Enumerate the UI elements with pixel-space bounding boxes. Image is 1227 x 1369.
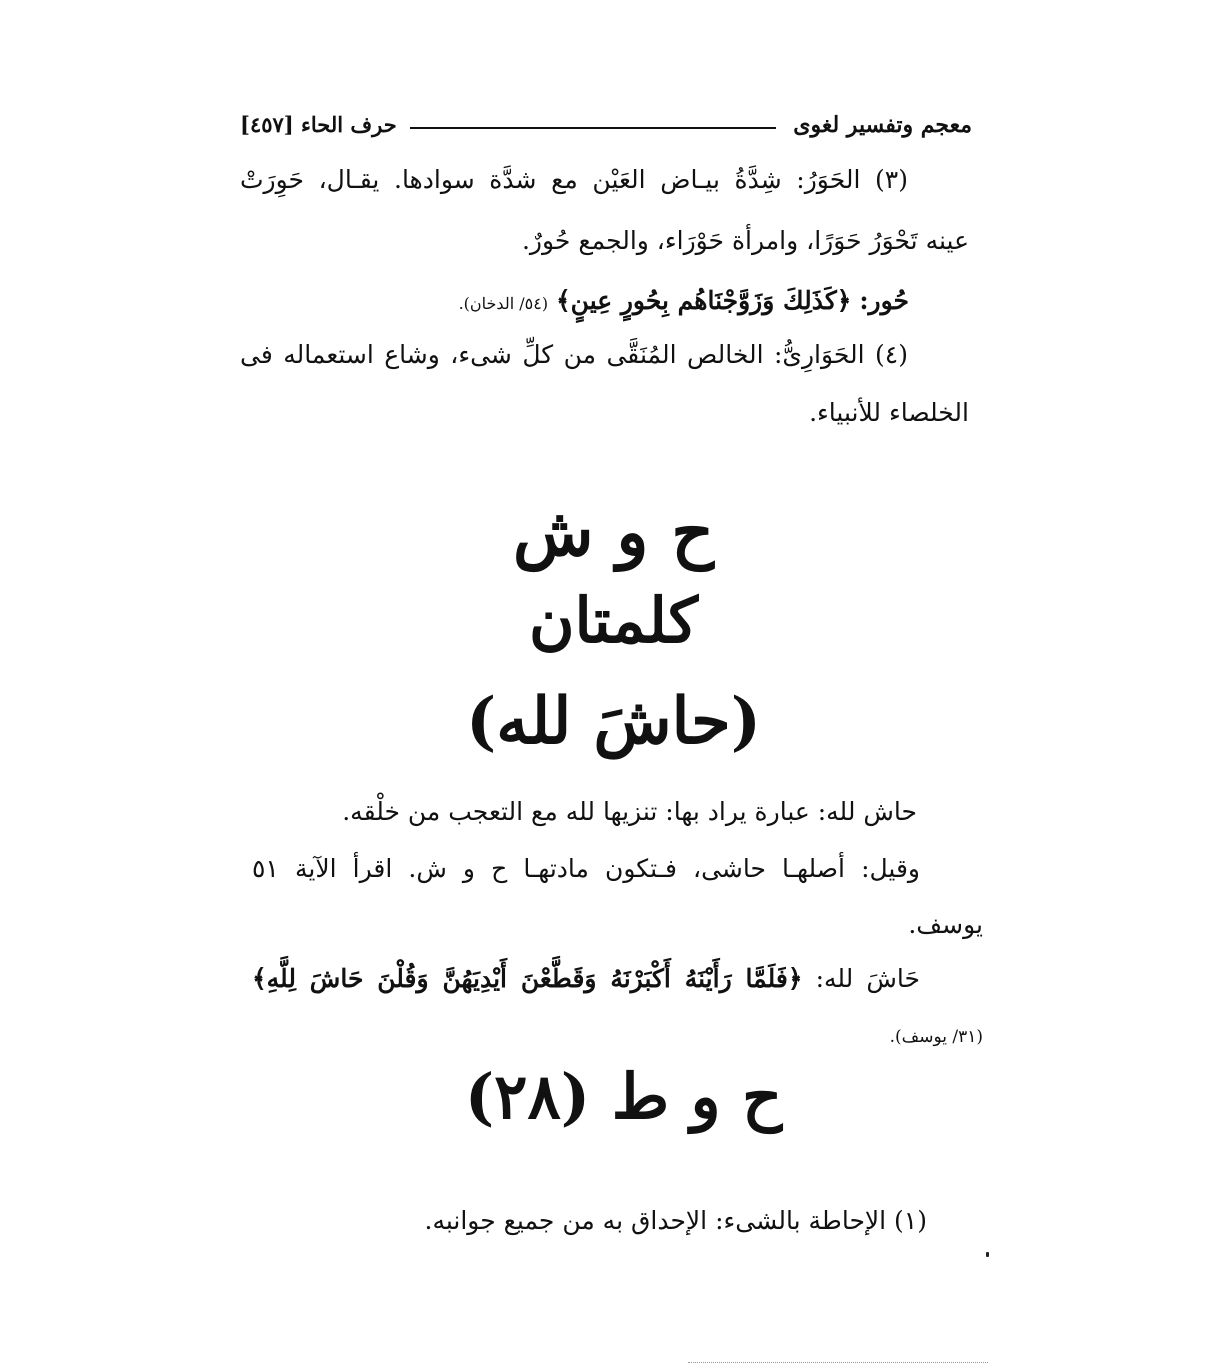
running-header bbox=[240, 108, 972, 148]
hasha-label: حَاشَ لله: bbox=[815, 964, 920, 993]
word-heading-hasha: (حاشَ لله) bbox=[465, 684, 762, 759]
header-rule bbox=[410, 127, 776, 129]
hasha-verse: ﴿فَلَمَّا رَأَيْنَهُ أَكْبَرْنَهُ وَقَطَّعْنَ أَيْدِيَهُنَّ وَقُلْنَ حَاشَ لِلَّهِ﴾ bbox=[252, 964, 803, 993]
scan-speck bbox=[986, 1252, 989, 1257]
entry-4-line-2: الخلصاء للأنبياء. bbox=[809, 398, 969, 427]
entry-4-line-1: (٤) الحَوَارِىُّ: الخالص المُنَقَّى من كلِّ شىء، وشاع استعماله فى bbox=[240, 340, 908, 369]
scan-edge-line bbox=[688, 1362, 988, 1365]
entry-3-line-2: عينه تَحْوَرُ حَوَرًا، وامرأة حَوْرَاء، والجمع حُورٌ. bbox=[521, 226, 969, 255]
qil-line-1: وقيل: أصلهـا حاشى، فـتكون مادتهـا ح و ش. اقرأ الآية ٥١ bbox=[252, 854, 920, 883]
section-label: حرف الحاء [٤٥٧] bbox=[240, 112, 397, 137]
root-heading-hwt: ح و ط (٢٨) bbox=[464, 1060, 783, 1133]
entry-3-line-1: (٣) الحَوَرُ: شِدَّةُ بيـاض العَيْن مع شدَّة سوادها. يقـال، حَوِرَتْ bbox=[240, 165, 908, 194]
ihata-entry: (١) الإحاطة بالشىء: الإحداق به من جميع جوانبه. bbox=[424, 1206, 927, 1235]
book-title: معجم وتفسير لغوى bbox=[793, 112, 972, 138]
hur-verse-line bbox=[459, 284, 909, 321]
hur-label: حُور: bbox=[859, 286, 909, 315]
hur-reference: (٥٤/ الدخان). bbox=[458, 294, 549, 313]
hur-verse: ﴿كَذَلِكَ وَزَوَّجْنَاهُم بِحُورٍ عِينٍ﴾ bbox=[556, 286, 852, 315]
qil-line-2: يوسف. bbox=[908, 910, 983, 939]
hasha-reference: (٣١/ يوسف). bbox=[889, 1027, 983, 1047]
hasha-verse-line bbox=[252, 962, 920, 996]
root-heading-hwsh: ح و ش bbox=[513, 493, 714, 571]
hasha-definition: حاش لله: عبارة يراد بها: تنزيها لله مع التعجب من خلْقه. bbox=[342, 797, 917, 826]
root-subtitle: كلمتان bbox=[528, 584, 699, 657]
